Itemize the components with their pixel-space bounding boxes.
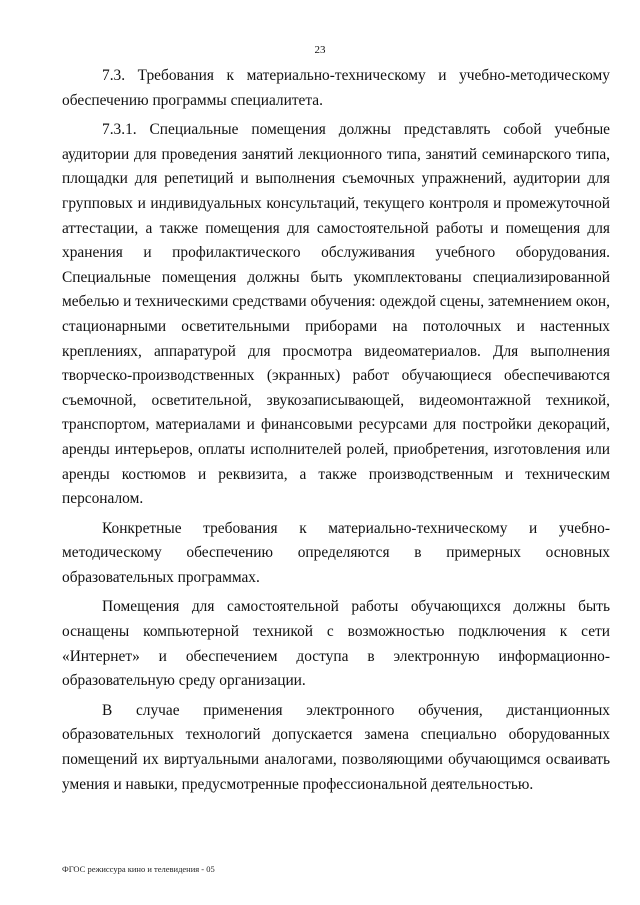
- footer-note: ФГОС режиссура кино и телевидения - 05: [62, 864, 215, 874]
- paragraph-e-learning: В случае применения электронного обучения, дистанционных образовательных технологий допускается замена специально оборудованных помещений их виртуальными аналогами, позволяющими обучающимся осваивать умения и навыки, предусмотренные профессиональной деятельностью.: [62, 701, 610, 793]
- paragraph-self-study-rooms: Помещения для самостоятельной работы обучающихся должны быть оснащены компьютерной техникой с возможностью подключения к сети «Интернет» и обеспечением доступа в электронную информационно-образовательную среду организации.: [62, 598, 610, 690]
- paragraph-7-3-1: 7.3.1. Специальные помещения должны представлять собой учебные аудитории для проведения занятий лекционного типа, занятий семинарского типа, площадки для репетиций и выполнения съемочных упражнений, аудитории для групповых и индивидуальных консультаций, текущего контроля и промежуточной аттестации, а также помещения для самостоятельной работы и помещения для хранения и профилактического обслуживания учебного оборудования. Специальные помещения должны быть укомплектованы специализированной мебелью и техническими средствами обучения: одеждой сцены, затемнением окон, стационарными осветительными приборами на потолочных и настенных креплениях, аппаратурой для просмотра видеоматериалов. Для выполнения творческо-производственных (экранных) работ обучающиеся обеспечиваются съемочной, осветительной, звукозаписывающей, видеомонтажной техникой, транспортом, материалами и финансовыми ресурсами для постройки декораций, аренды интерьеров, оплаты исполнителей ролей, приобретения, изготовления или аренды костюмов и реквизита, а также производственным и техническим персоналом.: [62, 121, 610, 508]
- document-body: [62, 64, 610, 797]
- section-heading-7-3: 7.3. Требования к материально-техническому и учебно-методическому обеспечению программы специалитета.: [62, 67, 610, 109]
- page-number: 23: [314, 44, 326, 56]
- paragraph-specific-requirements: Конкретные требования к материально-техническому и учебно-методическому обеспечению определяются в примерных основных образовательных программах.: [62, 519, 610, 586]
